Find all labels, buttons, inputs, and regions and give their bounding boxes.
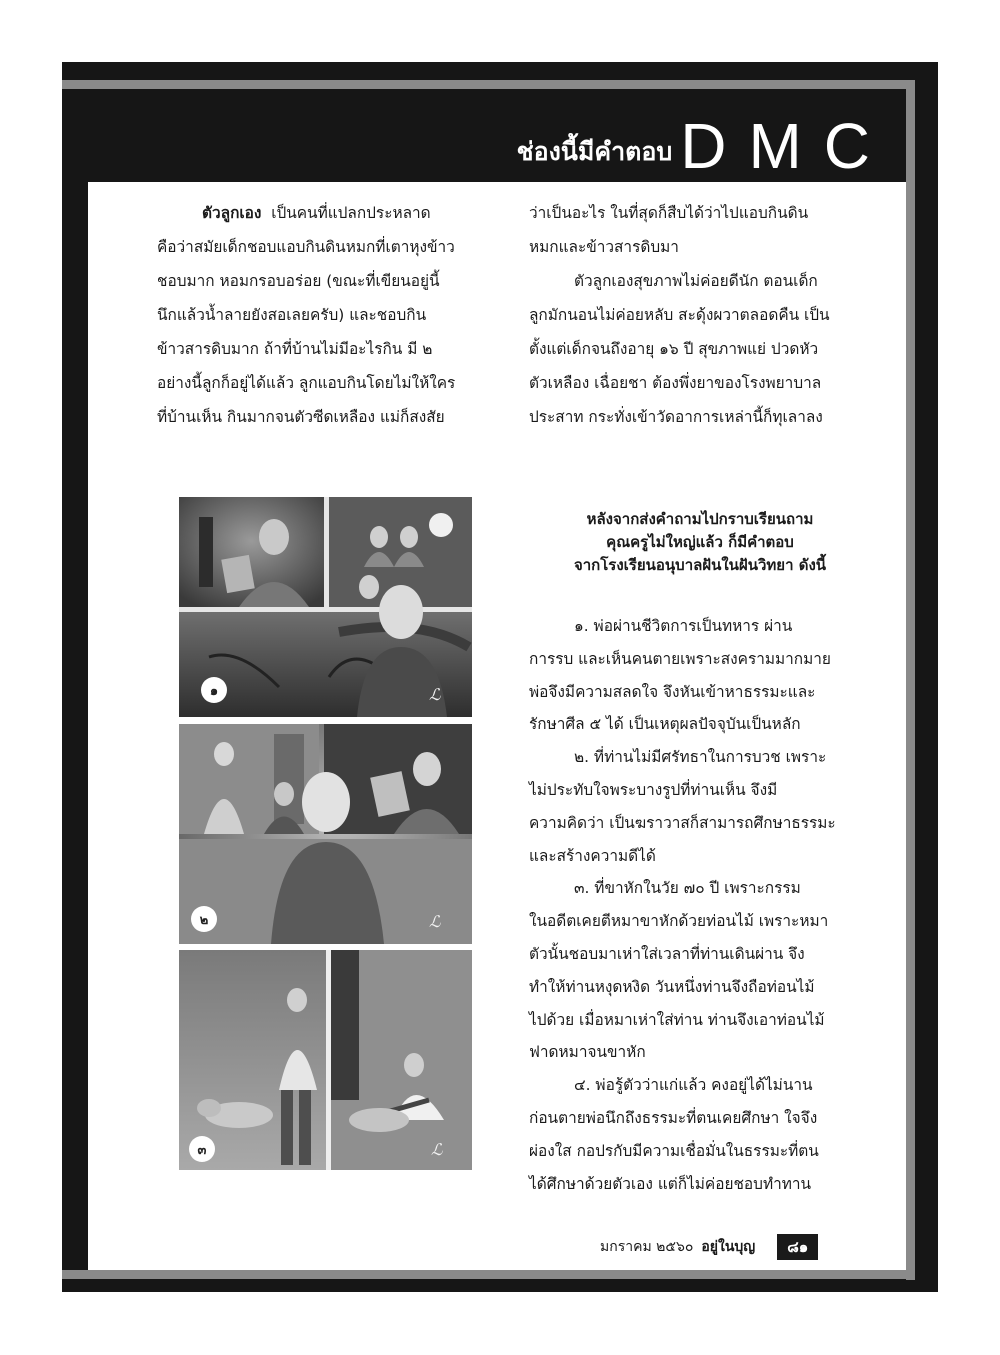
intro-line: เป็นคนที่แปลกประหลาด	[271, 204, 431, 222]
intro-line: ตั้งแต่เด็กจนถึงอายุ ๑๖ ปี สุขภาพแย่ ปวดหัว	[529, 340, 819, 358]
answer-4-line: ๔. พ่อรู้ตัวว่าแก่แล้ว คงอยู่ได้ไม่นาน	[574, 1076, 813, 1095]
answer-3-line: ในอดีตเคยตีหมาขาหักด้วยท่อนไม้ เพราะหมา	[529, 912, 829, 931]
answer-1-line: ๑. พ่อผ่านชีวิตการเป็นทหาร ผ่าน	[574, 617, 793, 635]
answers-column	[529, 610, 869, 1200]
answer-2-line: ๒. ที่ท่านไม่มีศรัทธาในการบวช เพราะ	[574, 748, 827, 767]
frame-stripe-bottom	[62, 1270, 914, 1279]
illustration-panel-2-art	[179, 724, 472, 944]
intro-lead: ตัวลูกเอง	[202, 204, 262, 222]
frame-stripe-top	[62, 80, 914, 89]
column-title	[470, 108, 892, 182]
panel-2-number: ๒	[191, 906, 217, 932]
intro-line: ตัวลูกเองสุขภาพไม่ค่อยดีนัก ตอนเด็ก	[574, 272, 818, 290]
intro-line: อย่างนี้ลูกก็อยู่ได้แล้ว ลูกแอบกินโดยไม่ให้ใคร	[157, 374, 456, 392]
footer-magazine-name: อยู่ในบุญ	[701, 1239, 756, 1255]
answer-3-line: ฟาดหมาจนขาหัก	[529, 1043, 646, 1062]
answer-heading-line: จากโรงเรียนอนุบาลฝันในฝันวิทยา ดังนี้	[573, 556, 827, 574]
answer-1-line: พ่อจึงมีความสลดใจ จึงหันเข้าหาธรรมะและ	[529, 682, 816, 701]
page-number: ๘๑	[777, 1234, 818, 1260]
intro-line: ชอบมาก หอมกรอบอร่อย (ขณะที่เขียนอยู่นี้	[157, 272, 440, 290]
intro-line: คือว่าสมัยเด็กชอบแอบกินดินหมกที่เตาหุงข้าว	[157, 238, 455, 256]
illustration-panel-3-art	[179, 950, 472, 1170]
answer-1-line: การรบ และเห็นคนตายเพราะสงครามมากมาย	[529, 649, 831, 668]
footer-date: มกราคม ๒๕๖๐	[600, 1239, 694, 1255]
answer-2-line: ความคิดว่า เป็นฆราวาสก็สามารถศึกษาธรรมะ	[529, 813, 836, 832]
column-title-dmc: DMC	[680, 110, 892, 182]
illustration-panel-3	[179, 950, 472, 1170]
answer-2-line: และสร้างความดีได้	[529, 846, 656, 865]
intro-line: ข้าวสารดิบมาก ถ้าที่บ้านไม่มีอะไรกิน มี ๒	[157, 340, 433, 358]
answer-4-line: ผ่องใส กอปรกับมีความเชื่อมั่นในธรรมะที่ตน	[529, 1141, 819, 1160]
answer-1-line: รักษาศีล ๕ ได้ เป็นเหตุผลปัจจุบันเป็นหลัก	[529, 715, 801, 734]
panel-3-signature: ℒ	[431, 1140, 443, 1159]
panel-1-number: ๑	[201, 677, 227, 703]
intro-left-column	[157, 196, 497, 434]
panel-3-number: ๓	[189, 1136, 215, 1162]
intro-line: หมกและข้าวสารดิบมา	[529, 238, 679, 256]
answer-heading-line: หลังจากส่งคำถามไปกราบเรียนถาม	[586, 510, 814, 528]
illustration-panel-1	[179, 497, 472, 717]
column-title-thai: ช่องนี้มีคำตอบ	[516, 137, 673, 166]
page-footer	[600, 1234, 818, 1260]
intro-line: ว่าเป็นอะไร ในที่สุดก็สืบได้ว่าไปแอบกินดิน	[529, 204, 809, 222]
panel-1-signature: ℒ	[429, 685, 441, 704]
intro-line: ที่บ้านเห็น กินมากจนตัวซีดเหลือง แม่ก็สงสัย	[157, 408, 445, 426]
answer-3-line: ๓. ที่ขาหักในวัย ๗๐ ปี เพราะกรรม	[574, 879, 801, 898]
answer-heading-line: คุณครูไม่ใหญ่แล้ว ก็มีคำตอบ	[606, 533, 794, 551]
answer-4-line: ได้ศึกษาด้วยตัวเอง แต่ก็ไม่ค่อยชอบทำทาน	[529, 1174, 812, 1193]
answer-2-line: ไม่ประทับใจพระบางรูปที่ท่านเห็น จึงมี	[529, 780, 778, 799]
intro-line: ลูกมักนอนไม่ค่อยหลับ สะดุ้งผวาตลอดคืน เป็น	[529, 306, 830, 324]
intro-line: นึกแล้วน้ำลายยังสอเลยครับ) และชอบกิน	[157, 306, 427, 324]
illustration-panel-2	[179, 724, 472, 944]
frame-stripe-right	[906, 80, 915, 1280]
intro-paragraph	[157, 196, 497, 230]
intro-line: ประสาท กระทั่งเข้าวัดอาการเหล่านี้ก็ทุเลาลง	[529, 408, 823, 426]
answer-3-line: ไปด้วย เมื่อหมาเห่าใส่ท่าน ท่านจึงเอาท่อนไม้	[529, 1010, 825, 1029]
intro-line: ตัวเหลือง เฉื่อยชา ต้องพึ่งยาของโรงพยาบาล	[529, 374, 822, 392]
answer-4-line: ก่อนตายพ่อนึกถึงธรรมะที่ตนเคยศึกษา ใจจึง	[529, 1108, 818, 1127]
answer-3-line: ตัวนั้นชอบมาเห่าใส่เวลาที่ท่านเดินผ่าน จึง	[529, 944, 805, 963]
panel-2-signature: ℒ	[429, 912, 441, 931]
intro-right-column	[529, 196, 869, 434]
answer-heading	[522, 508, 878, 577]
answer-3-line: ทำให้ท่านหงุดหงิด วันหนึ่งท่านจึงถือท่อนไม้	[529, 977, 815, 996]
